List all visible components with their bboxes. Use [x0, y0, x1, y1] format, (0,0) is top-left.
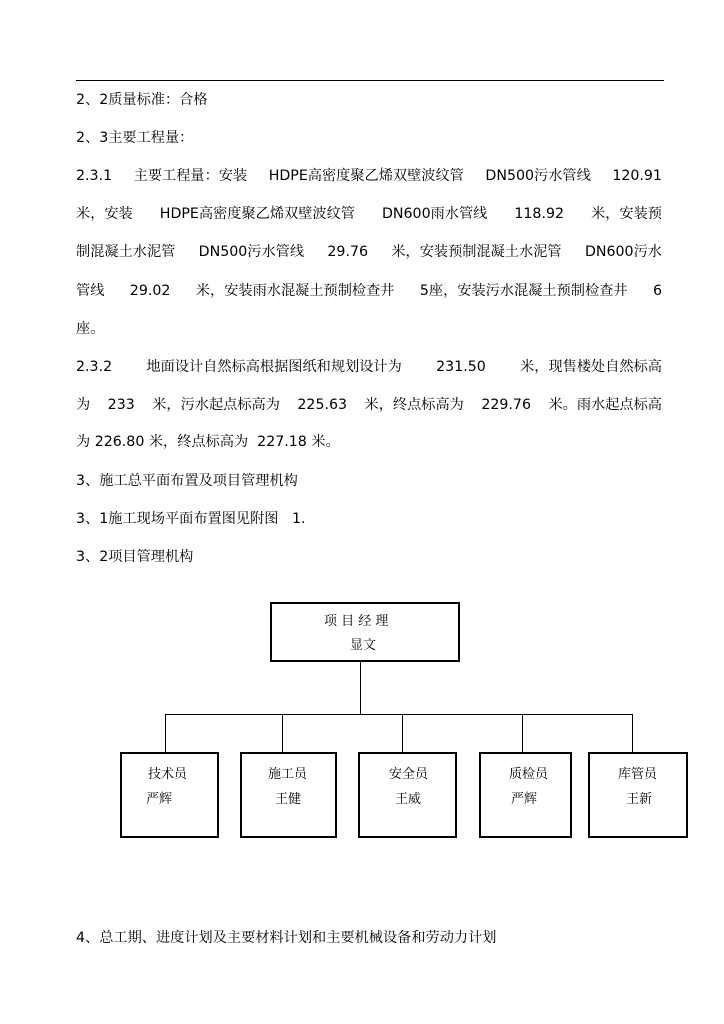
para-2-3-1-line-4: [76, 282, 662, 300]
text-seg: 2.3.2: [76, 359, 113, 375]
text-seg: 229.76: [481, 397, 531, 413]
text-seg: 2.3.1: [76, 168, 113, 184]
connector-drop: [282, 714, 283, 752]
text-seg: 米，安装预: [591, 206, 662, 222]
org-staff-box: [479, 752, 572, 838]
org-staff-box: [588, 752, 688, 838]
text-seg: 5座，安装污水混凝土预制检查井: [419, 283, 628, 299]
staff-title: 库管员: [618, 767, 658, 782]
text-seg: DN500污水管线: [485, 168, 591, 184]
org-top-box: [270, 602, 460, 662]
section-3-heading: 3、施工总平面布置及项目管理机构: [76, 473, 298, 489]
text-seg: 29.02: [129, 283, 171, 299]
text-seg: 制混凝土水泥管: [76, 244, 176, 260]
para-2-3-2-line-1: [76, 358, 662, 376]
text-seg: HDPE高密度聚乙烯双壁波纹管: [268, 168, 464, 184]
para-2-3-1-line-2: [76, 205, 662, 223]
staff-name: 王威: [395, 792, 422, 807]
staff-name: 严辉: [511, 792, 538, 807]
text-seg: 主要工程量：安装: [133, 168, 248, 184]
text-seg: 29.76: [327, 244, 369, 260]
text-seg: 米，终点标高为: [364, 397, 464, 413]
section-3-1: 3、1施工现场平面布置图见附图 1.: [76, 511, 306, 527]
text-seg: 118.92: [514, 206, 565, 222]
text-seg: 120.91: [612, 168, 662, 184]
text-seg: 6: [652, 283, 662, 299]
text-seg: DN600雨水管线: [381, 206, 488, 222]
text-seg: 米。雨水起点标高: [548, 397, 662, 413]
para-2-3-1-line-3: [76, 243, 662, 261]
text-seg: 为: [76, 397, 91, 413]
section-2-2-quality: 2、2质量标准：合格: [76, 92, 208, 108]
para-2-3-1-line-1: [76, 167, 662, 185]
text-seg: 地面设计自然标高根据图纸和规划设计为: [146, 359, 402, 375]
connector-drop: [402, 714, 403, 752]
staff-title: 施工员: [268, 767, 308, 782]
para-2-3-1-line-5: 座。: [76, 321, 105, 337]
staff-title: 安全员: [389, 767, 429, 782]
text-seg: 米，污水起点标高为: [152, 397, 280, 413]
org-staff-box: [358, 752, 457, 838]
text-seg: 231.50: [436, 359, 486, 375]
staff-title: 质检员: [509, 767, 549, 782]
staff-title: 技术员: [148, 767, 188, 782]
staff-name: 严辉: [146, 792, 173, 807]
connector-drop: [522, 714, 523, 752]
org-top-name: 显文: [350, 638, 377, 653]
text-seg: 米，现售楼处自然标高: [520, 359, 662, 375]
para-2-3-2-line-2: [76, 396, 662, 414]
connector-vertical-main: [360, 662, 361, 715]
staff-name: 王新: [626, 792, 653, 807]
section-2-3-heading: 2、3主要工程量：: [76, 130, 194, 146]
text-seg: 米，安装: [76, 206, 133, 222]
connector-horizontal: [165, 714, 633, 715]
staff-name: 王健: [275, 792, 302, 807]
text-seg: 225.63: [297, 397, 348, 413]
connector-drop: [165, 714, 166, 752]
text-seg: 米，安装预制混凝土水泥管: [391, 244, 562, 260]
text-seg: DN600污水: [584, 244, 662, 260]
org-staff-box: [240, 752, 337, 838]
section-4-heading: 4、总工期、进度计划及主要材料计划和主要机械设备和劳动力计划: [76, 930, 497, 946]
org-top-title: 项 目 经 理: [324, 614, 389, 629]
org-staff-box: [120, 752, 219, 838]
text-seg: DN500污水管线: [198, 244, 305, 260]
text-seg: 233: [107, 397, 135, 413]
connector-drop: [632, 714, 633, 752]
text-seg: 米，安装雨水混凝土预制检查井: [195, 283, 395, 299]
para-2-3-2-line-3: 为 226.80 米，终点标高为 227.18 米。: [76, 434, 340, 450]
section-3-2: 3、2项目管理机构: [76, 549, 194, 565]
text-seg: 管线: [76, 283, 105, 299]
header-rule: [76, 80, 664, 81]
text-seg: HDPE高密度聚乙烯双壁波纹管: [159, 206, 355, 222]
